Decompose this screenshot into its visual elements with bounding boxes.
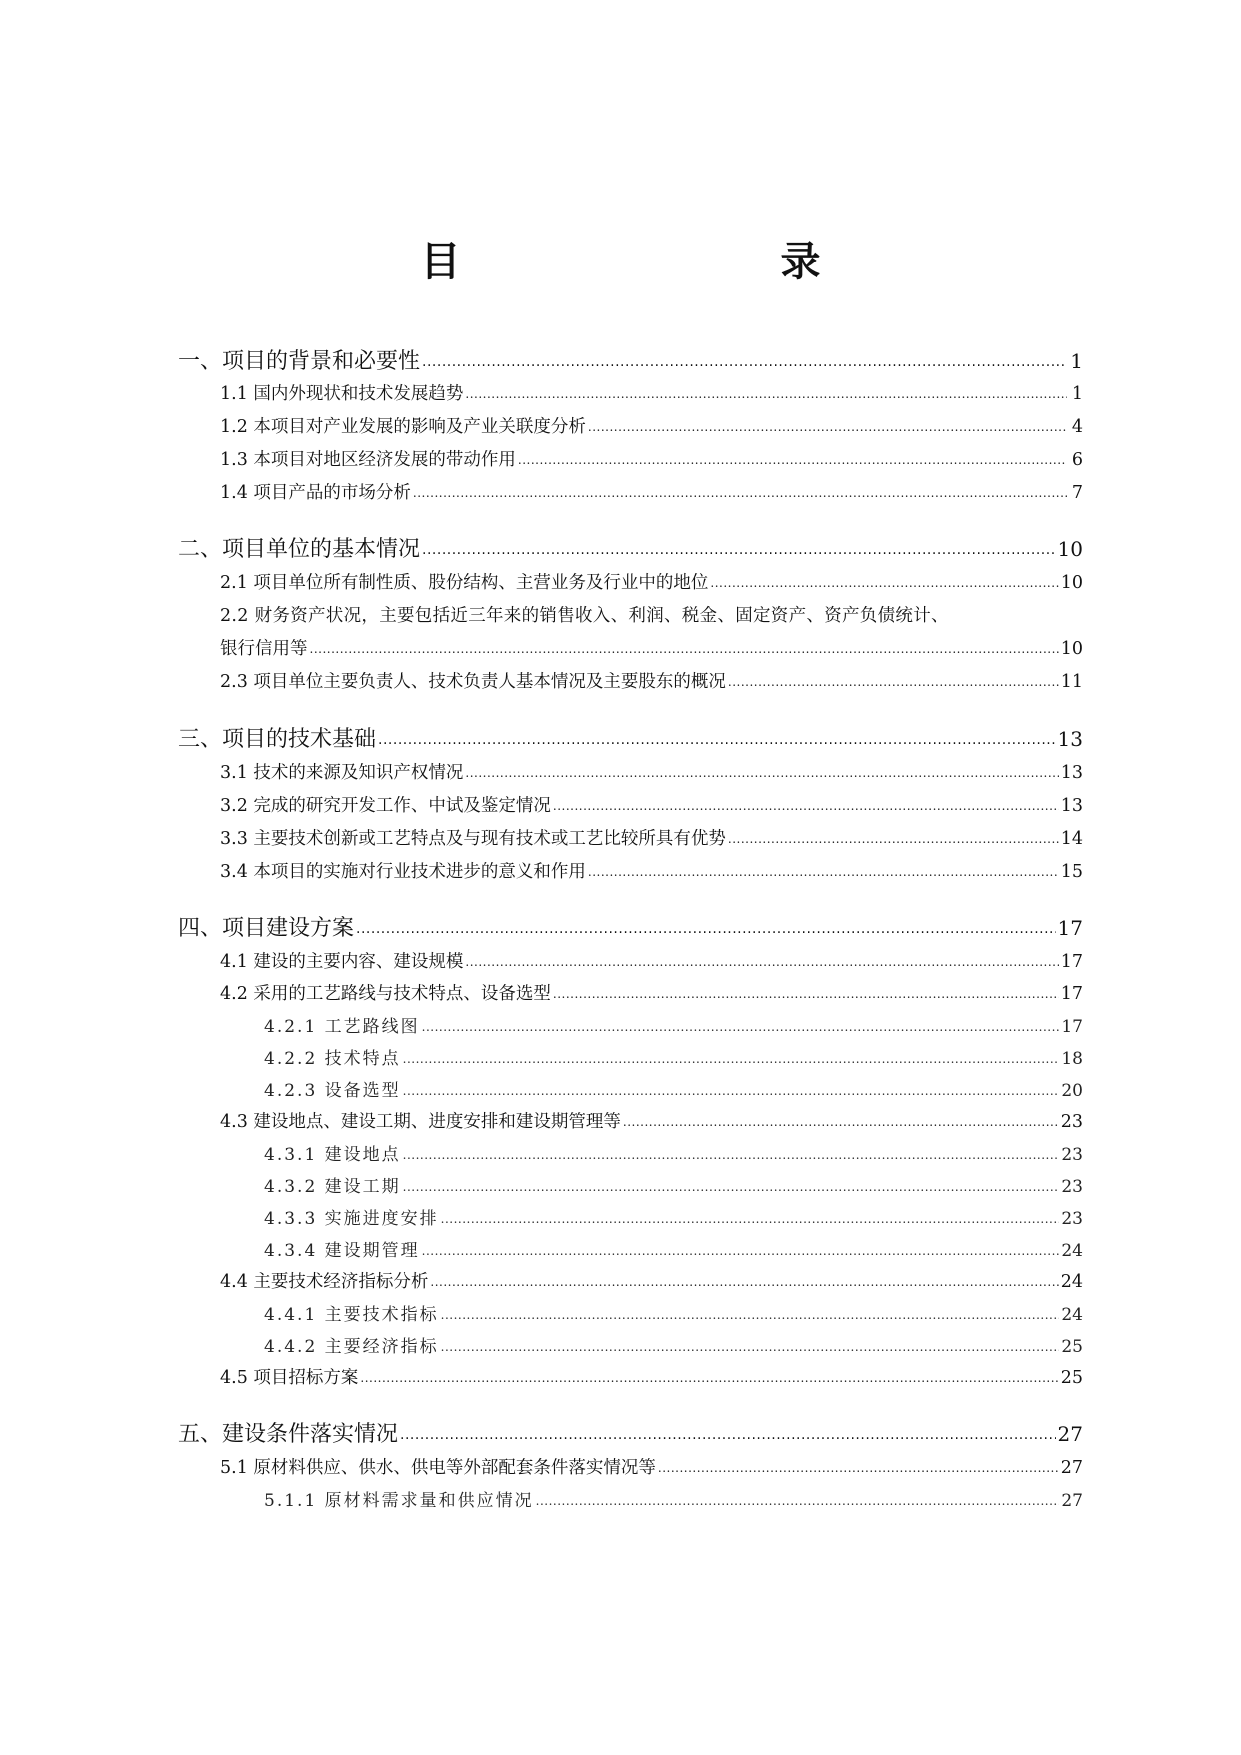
toc-entry-4-4-2[interactable] [264,1332,1083,1360]
toc-entry-label: 四、项目建设方案 [178,916,355,941]
dot-leader [422,1239,1060,1256]
toc-entry-page: 24 [1060,1272,1083,1292]
dot-leader [710,571,1058,589]
dot-leader [360,1366,1058,1384]
toc-entry-1-3[interactable] [220,446,1083,474]
toc-entry-4-3[interactable] [220,1108,1083,1136]
toc-entry-label: 4.3.1 建设地点 [264,1145,401,1165]
toc-entry-label: 4.4.1 主要技术指标 [264,1305,439,1325]
toc-entry-page: 10 [1060,573,1083,593]
dot-leader [465,382,1067,400]
toc-entry-page: 10 [1057,537,1083,561]
toc-entry-page: 23 [1061,1145,1083,1165]
toc-entry-label: 4.1 建设的主要内容、建设规模 [220,952,464,972]
toc-entry-page: 17 [1061,1017,1083,1037]
toc-entry-4-2-3[interactable] [264,1076,1083,1104]
toc-entry-page: 27 [1061,1491,1083,1511]
toc-entry-5-1[interactable] [220,1454,1083,1482]
toc-entry-label: 3.4 本项目的实施对行业技术进步的意义和作用 [220,862,586,882]
toc-entry-label: 4.2 采用的工艺路线与技术特点、设备选型 [220,984,551,1004]
toc-entry-4-5[interactable] [220,1364,1083,1392]
toc-entry-page: 25 [1061,1337,1083,1357]
dot-leader [422,534,1056,556]
dot-leader [378,724,1056,746]
toc-entry-chapter-2[interactable] [178,532,1083,562]
dot-leader [400,1419,1056,1441]
dot-leader [403,1079,1060,1096]
toc-entry-3-4[interactable] [220,858,1083,886]
dot-leader [623,1110,1059,1128]
toc-entry-chapter-5[interactable] [178,1417,1083,1447]
toc-entry-4-3-4[interactable] [264,1236,1083,1264]
toc-entry-page: 15 [1060,862,1083,882]
toc-entry-4-4-1[interactable] [264,1300,1083,1328]
toc-entry-page: 13 [1060,763,1083,783]
dot-leader [403,1143,1060,1160]
dot-leader [430,1270,1058,1288]
toc-entry-label: 3.1 技术的来源及知识产权情况 [220,763,464,783]
dot-leader [403,1175,1060,1192]
toc-entry-label: 三、项目的技术基础 [178,727,377,752]
toc-entry-label: 3.3 主要技术创新或工艺特点及与现有技术或工艺比较所具有优势 [220,829,726,849]
toc-entry-label: 五、建设条件落实情况 [178,1422,399,1447]
dot-leader [588,860,1059,878]
dot-leader [413,481,1067,499]
toc-entry-label: 1.3 本项目对地区经济发展的带动作用 [220,450,516,470]
toc-entry-page: 18 [1061,1049,1083,1069]
toc-entry-label: 4.2.3 设备选型 [264,1081,401,1101]
toc-entry-label: 1.2 本项目对产业发展的影响及产业关联度分析 [220,417,586,437]
toc-entry-page: 7 [1071,483,1083,503]
dot-leader [441,1207,1060,1224]
toc-entry-page: 24 [1061,1241,1083,1261]
toc-entry-page: 17 [1060,952,1083,972]
dot-leader [553,794,1059,812]
toc-entry-1-2[interactable] [220,413,1083,441]
toc-entry-label: 4.5 项目招标方案 [220,1368,359,1388]
toc-entry-label: 4.2.1 工艺路线图 [264,1017,420,1037]
toc-entry-label: 5.1 原材料供应、供水、供电等外部配套条件落实情况等 [220,1458,656,1478]
toc-entry-chapter-4[interactable] [178,911,1083,941]
dot-leader [465,761,1058,779]
dot-leader [403,1047,1060,1064]
dot-leader [536,1489,1060,1506]
toc-entry-2-1[interactable] [220,569,1083,597]
toc-entry-page: 24 [1061,1305,1083,1325]
toc-entry-label: 3.2 完成的研究开发工作、中试及鉴定情况 [220,796,551,816]
toc-entry-label: 4.3.2 建设工期 [264,1177,401,1197]
toc-entry-label: 银行信用等 [220,639,308,659]
toc-title: 目 录 [420,239,901,285]
toc-entry-page: 23 [1061,1177,1083,1197]
toc-entry-5-1-1[interactable] [264,1486,1083,1514]
toc-entry-label: 1.1 国内外现状和技术发展趋势 [220,384,464,404]
toc-entry-1-4[interactable] [220,479,1083,507]
toc-entry-page: 25 [1060,1368,1083,1388]
dot-leader [441,1303,1060,1320]
toc-entry-4-3-1[interactable] [264,1140,1083,1168]
toc-entry-page: 14 [1060,829,1083,849]
toc-entry-label: 4.3.3 实施进度安排 [264,1209,439,1229]
dot-leader [728,827,1059,845]
dot-leader [465,950,1058,968]
toc-entry-2-2-line1[interactable] [220,602,1083,627]
toc-entry-chapter-3[interactable] [178,722,1083,752]
toc-entry-label: 4.3.4 建设期管理 [264,1241,420,1261]
toc-entry-2-3[interactable] [220,668,1083,696]
toc-entry-page: 23 [1060,1112,1083,1132]
toc-entry-label: 1.4 项目产品的市场分析 [220,483,411,503]
dot-leader [310,637,1059,655]
toc-entry-label: 二、项目单位的基本情况 [178,537,421,562]
toc-entry-page: 17 [1060,984,1083,1004]
toc-entry-4-2-1[interactable] [264,1012,1083,1040]
toc-entry-3-1[interactable] [220,759,1083,787]
toc-entry-2-2[interactable] [220,635,1083,663]
toc-entry-4-3-3[interactable] [264,1204,1083,1232]
toc-entry-page: 11 [1060,672,1083,692]
toc-entry-4-3-2[interactable] [264,1172,1083,1200]
toc-entry-label: 2.3 项目单位主要负责人、技术负责人基本情况及主要股东的概况 [220,672,726,692]
toc-entry-page: 17 [1057,916,1083,940]
toc-entry-page: 13 [1057,727,1083,751]
toc-entry-page: 20 [1061,1081,1083,1101]
toc-entry-4-2[interactable] [220,980,1083,1008]
toc-entry-page: 27 [1057,1422,1083,1446]
toc-entry-page: 13 [1060,796,1083,816]
toc-entry-label: 一、项目的背景和必要性 [178,349,421,374]
dot-leader [553,982,1059,1000]
toc-entry-page: 1 [1071,384,1083,404]
dot-leader [422,1015,1060,1032]
toc-entry-chapter-1[interactable] [178,344,1083,374]
toc-entry-label: 4.3 建设地点、建设工期、进度安排和建设期管理等 [220,1112,621,1132]
toc-entry-page: 1 [1070,349,1083,373]
toc-entry-label: 2.1 项目单位所有制性质、股份结构、主营业务及行业中的地位 [220,573,709,593]
toc-entry-page: 27 [1060,1458,1083,1478]
toc-entry-label: 4.2.2 技术特点 [264,1049,401,1069]
toc-entry-label: 4.4.2 主要经济指标 [264,1337,439,1357]
toc-entry-1-1[interactable] [220,380,1083,408]
dot-leader [518,448,1067,466]
toc-entry-page: 23 [1061,1209,1083,1229]
toc-entry-3-3[interactable] [220,825,1083,853]
toc-entry-4-1[interactable] [220,948,1083,976]
toc-entry-4-2-2[interactable] [264,1044,1083,1072]
toc-entry-page: 10 [1060,639,1083,659]
dot-leader [441,1335,1060,1352]
toc-entry-page: 6 [1071,450,1083,470]
dot-leader [356,913,1056,935]
toc-entry-4-4[interactable] [220,1268,1083,1296]
dot-leader [728,670,1059,688]
dot-leader [422,346,1067,368]
dot-leader [588,415,1067,433]
toc-entry-label: 2.2 财务资产状况，主要包括近三年来的销售收入、利润、税金、固定资产、资产负债统计、 [220,606,949,626]
toc-entry-page: 4 [1071,417,1083,437]
toc-entry-label: 5.1.1 原材料需求量和供应情况 [264,1491,534,1511]
toc-entry-label: 4.4 主要技术经济指标分析 [220,1272,429,1292]
dot-leader [658,1456,1059,1474]
toc-entry-3-2[interactable] [220,792,1083,820]
